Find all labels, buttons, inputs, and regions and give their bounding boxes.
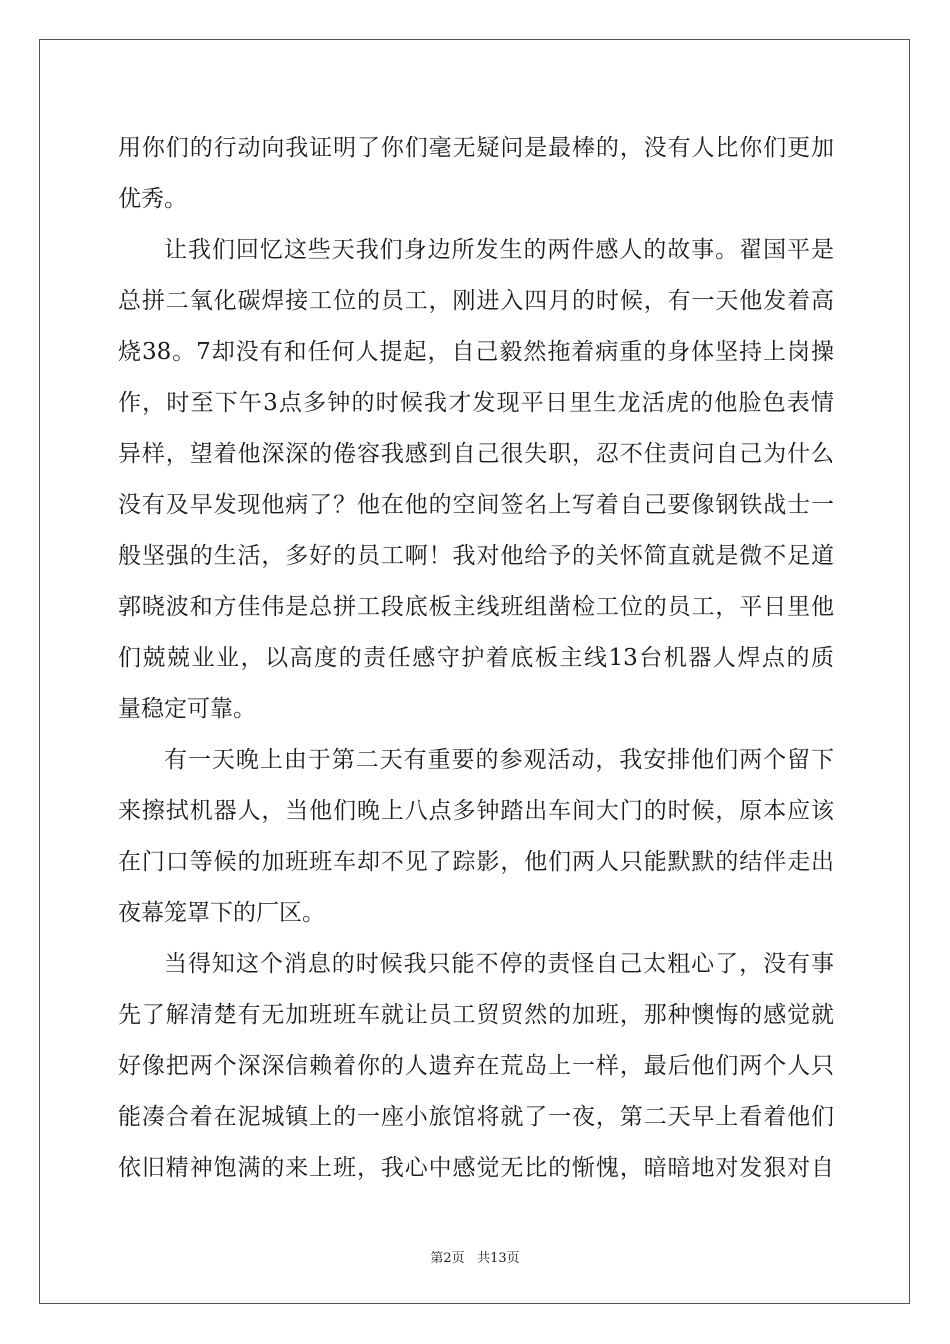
paragraph [118,735,834,939]
text-line: 先了解清楚有无加班班车就让员工贸贸然的加班，那种懊悔的感觉就 [118,1002,834,1028]
text-line: 优秀。 [118,186,187,212]
text-line: 般坚强的生活，多好的员工啊！我对他给予的关怀简直就是微不足道 [118,543,834,569]
text-line: 能凑合着在泥城镇上的一座小旅馆将就了一夜，第二天早上看着他们 [118,1104,834,1130]
text-line: 总拼二氧化碳焊接工位的员工，刚进入四月的时候，有一天他发着高 [118,288,834,314]
text-line: 异样，望着他深深的倦容我感到自己很失职，忍不住责问自己为什么 [118,441,834,467]
paragraph [118,123,834,225]
text-line: 在门口等候的加班班车却不见了踪影，他们两人只能默默的结伴走出 [118,849,834,875]
total-pages: 共13页 [477,1251,520,1266]
text-line: 让我们回忆这些天我们身边所发生的两件感人的故事。翟国平是 [164,237,834,263]
text-line: 用你们的行动向我证明了你们毫无疑问是最棒的，没有人比你们更加 [118,135,834,161]
text-line: 没有及早发现他病了？他在他的空间签名上写着自己要像钢铁战士一 [118,492,834,518]
text-line: 烧38。7却没有和任何人提起，自己毅然拖着病重的身体坚持上岗操 [118,339,834,365]
text-line: 们兢兢业业，以高度的责任感守护着底板主线13台机器人焊点的质 [118,645,834,671]
page-number: 第2页 [430,1251,465,1266]
document-body [118,123,834,1194]
text-line: 郭晓波和方佳伟是总拼工段底板主线班组凿检工位的员工，平日里他 [118,594,834,620]
text-line: 依旧精神饱满的来上班，我心中感觉无比的惭愧，暗暗地对发狠对自 [118,1155,834,1181]
text-line: 作，时至下午3点多钟的时候我才发现平日里生龙活虎的他脸色表情 [118,390,834,416]
text-line: 有一天晚上由于第二天有重要的参观活动，我安排他们两个留下 [164,747,834,773]
text-line: 量稳定可靠。 [118,696,256,722]
paragraph [118,225,834,735]
text-line: 来擦拭机器人，当他们晚上八点多钟踏出车间大门的时候，原本应该 [118,798,834,824]
text-line: 夜幕笼罩下的厂区。 [118,900,325,926]
text-line: 好像把两个深深信赖着你的人遗弃在荒岛上一样，最后他们两个人只 [118,1053,834,1079]
text-line: 当得知这个消息的时候我只能不停的责怪自己太粗心了，没有事 [164,951,834,977]
page-footer [0,1247,950,1266]
paragraph [118,939,834,1194]
